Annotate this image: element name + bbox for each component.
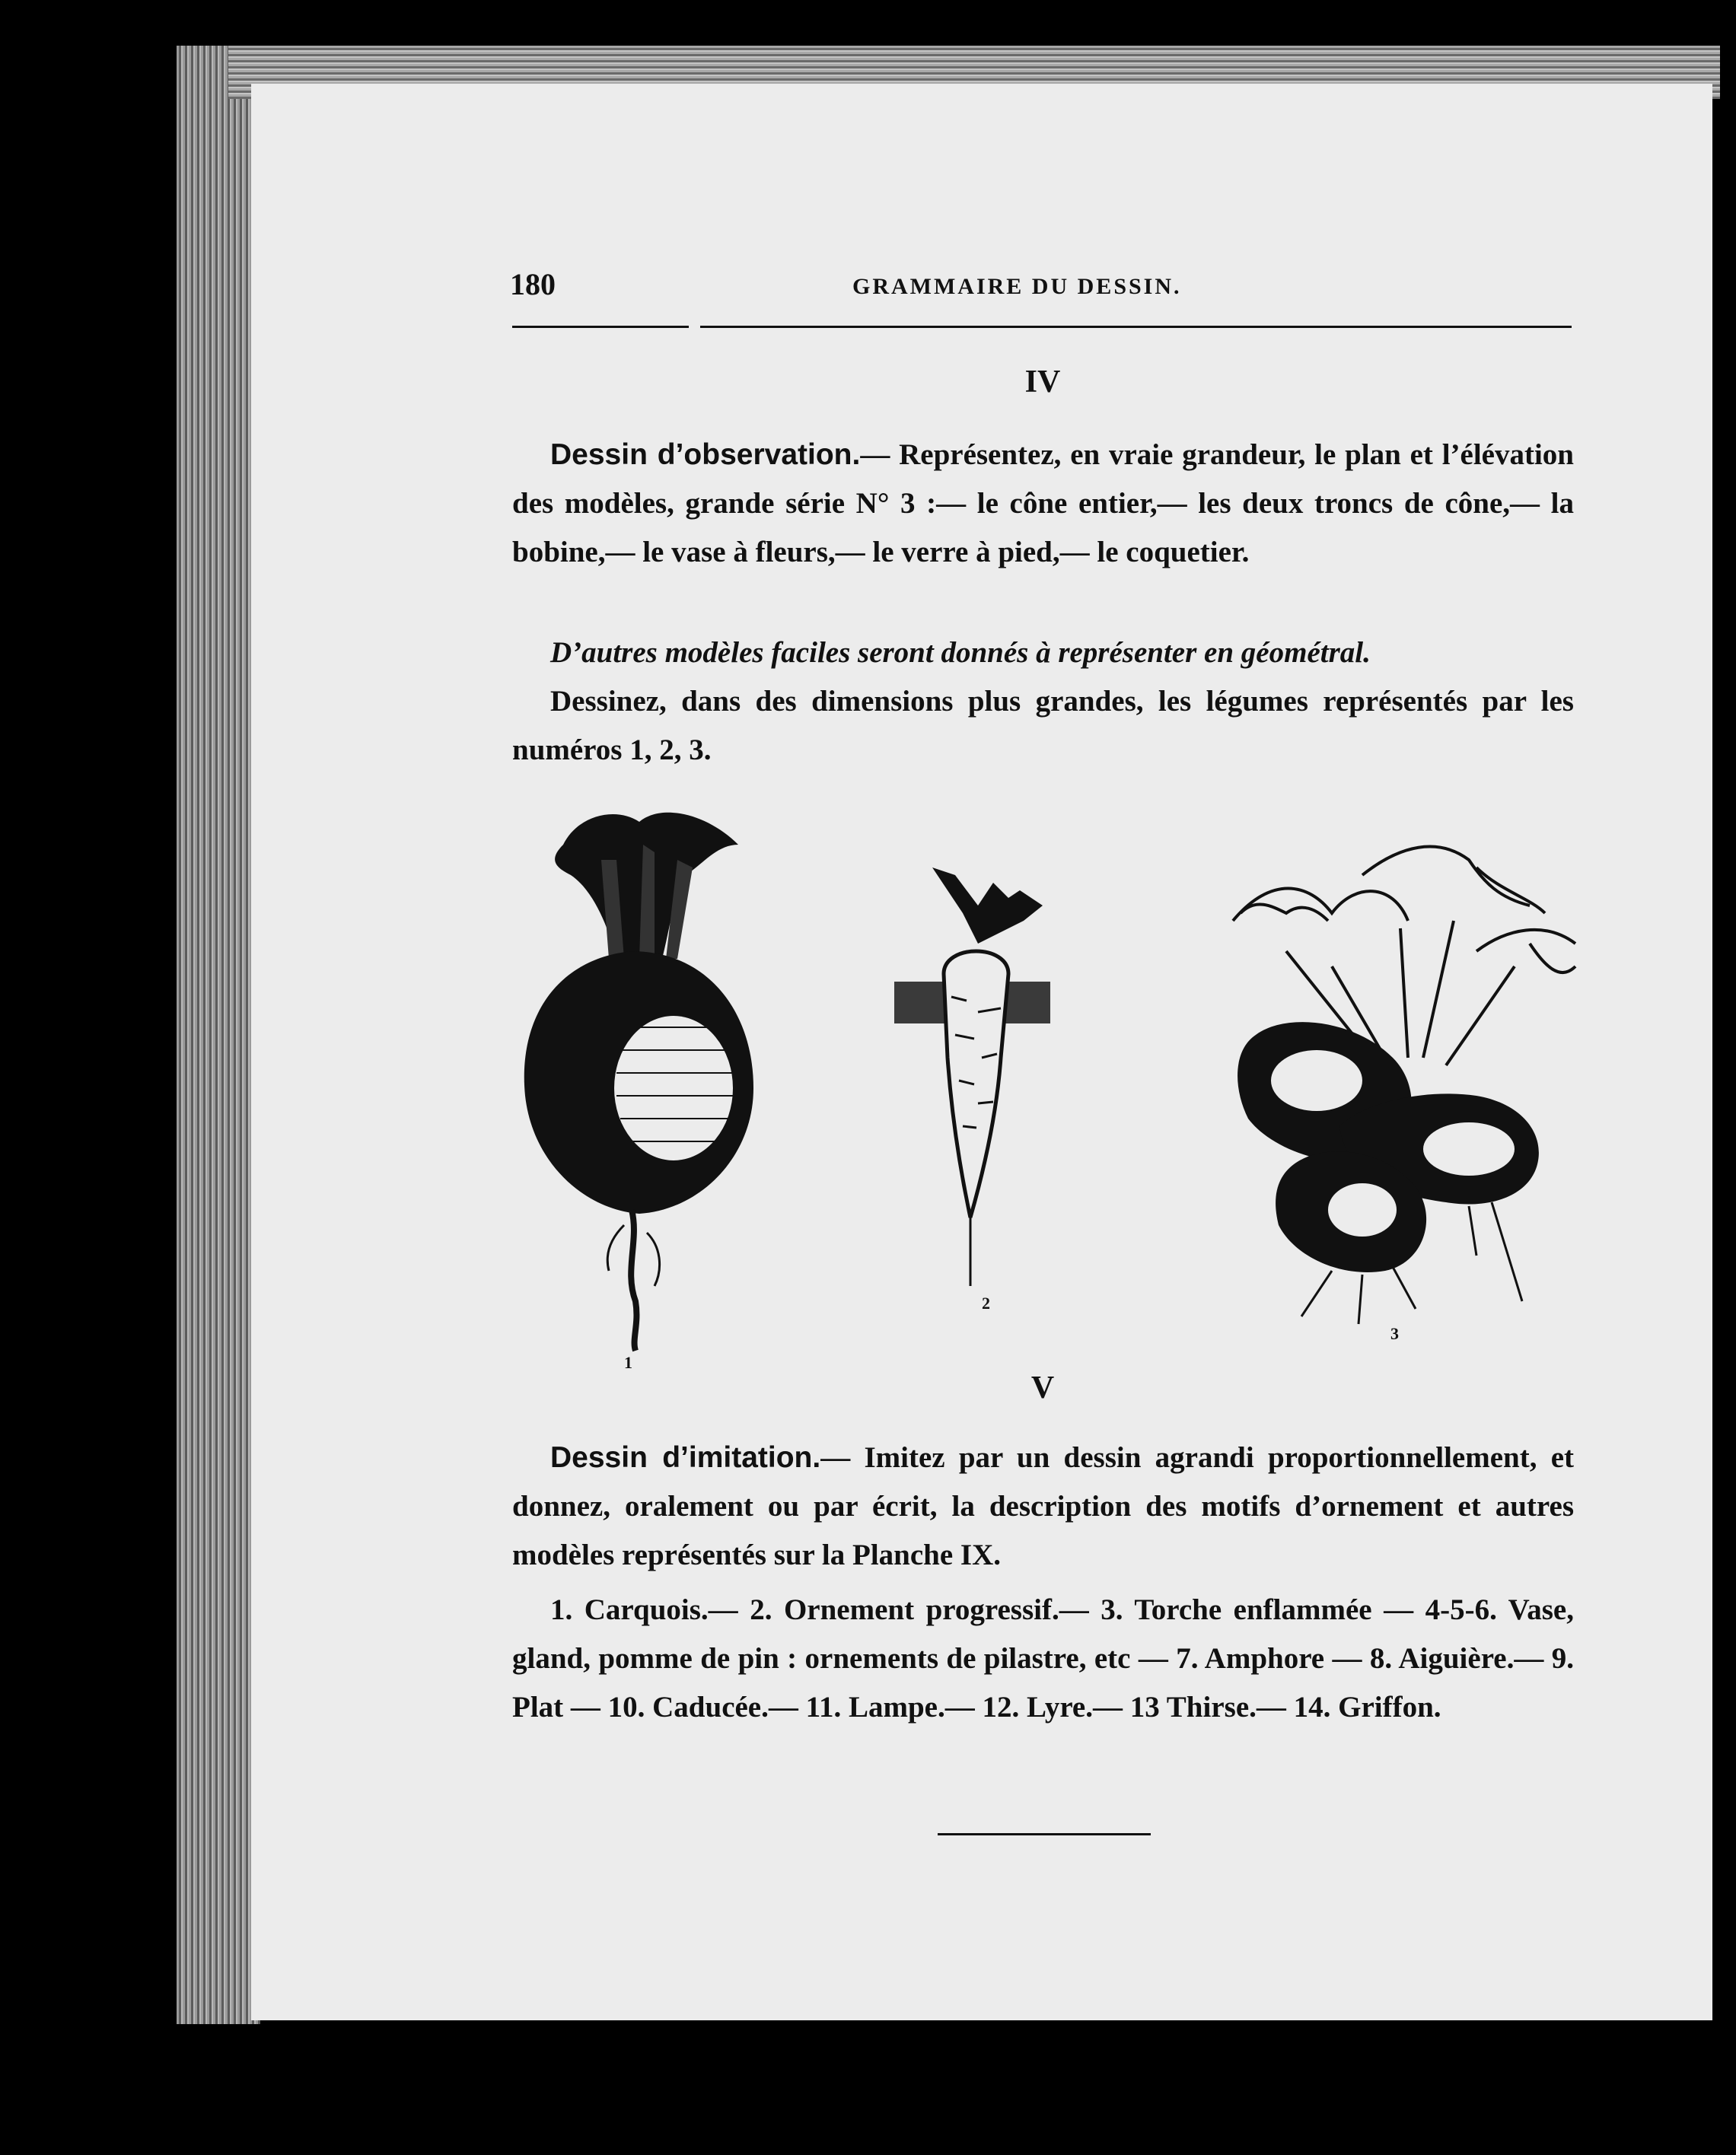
section-iv-body: — Représentez, en vraie grandeur, le plan et l’élévation des modèles, grande série N° 3 :— le cône entier,— les deux troncs de cône,— la bobine,— le vase à fleurs,— le verre à pied,— le coquetier. bbox=[512, 438, 1574, 568]
beet-illustration bbox=[510, 799, 769, 1362]
figure-2-label: 2 bbox=[982, 1294, 990, 1313]
header-rule-left bbox=[512, 326, 689, 328]
closing-rule bbox=[938, 1833, 1151, 1835]
turnip-illustration bbox=[1225, 829, 1583, 1347]
section-iv-note: D’autres modèles faciles seront donnés à représenter en géométral. bbox=[550, 636, 1371, 669]
figure-1-label: 1 bbox=[624, 1353, 632, 1372]
header-rule-right bbox=[700, 326, 1572, 328]
running-title: GRAMMAIRE DU DESSIN. bbox=[852, 274, 1182, 299]
section-v-lead: Dessin d’imitation. bbox=[550, 1441, 821, 1474]
section-iv-lead: Dessin d’observation. bbox=[550, 438, 861, 471]
figure-3-label: 3 bbox=[1390, 1324, 1399, 1343]
section-iv-heading: IV bbox=[1024, 364, 1061, 399]
section-v-paragraph bbox=[512, 1434, 1574, 1580]
section-v-heading: V bbox=[1030, 1370, 1055, 1405]
page-number: 180 bbox=[510, 267, 556, 301]
page-stack-edge bbox=[177, 46, 260, 2024]
section-v-list: 1. Carquois.— 2. Ornement progressif.— 3. Torche enflammée — 4-5-6. Vase, gland, pomme de pin : ornements de pilastre, etc — 7. Amphore — 8. Aiguière.— 9. Plat — 10. Caducée.— 11. Lampe.— 12. Lyre.— 13 Thirse.— 14. Griffon. bbox=[512, 1593, 1574, 1724]
running-header bbox=[510, 266, 1572, 312]
section-iv-instruction: Dessinez, dans des dimensions plus grandes, les légumes représentés par les numéros 1, 2, 3. bbox=[512, 685, 1574, 766]
section-iv-paragraph bbox=[512, 431, 1574, 577]
section-v-body: — Imitez par un dessin agrandi proportionnellement, et donnez, oralement ou par écrit, la description des motifs d’ornement et autres modèles représentés sur la Planche IX. bbox=[512, 1441, 1575, 1571]
carrot-illustration bbox=[887, 860, 1062, 1301]
